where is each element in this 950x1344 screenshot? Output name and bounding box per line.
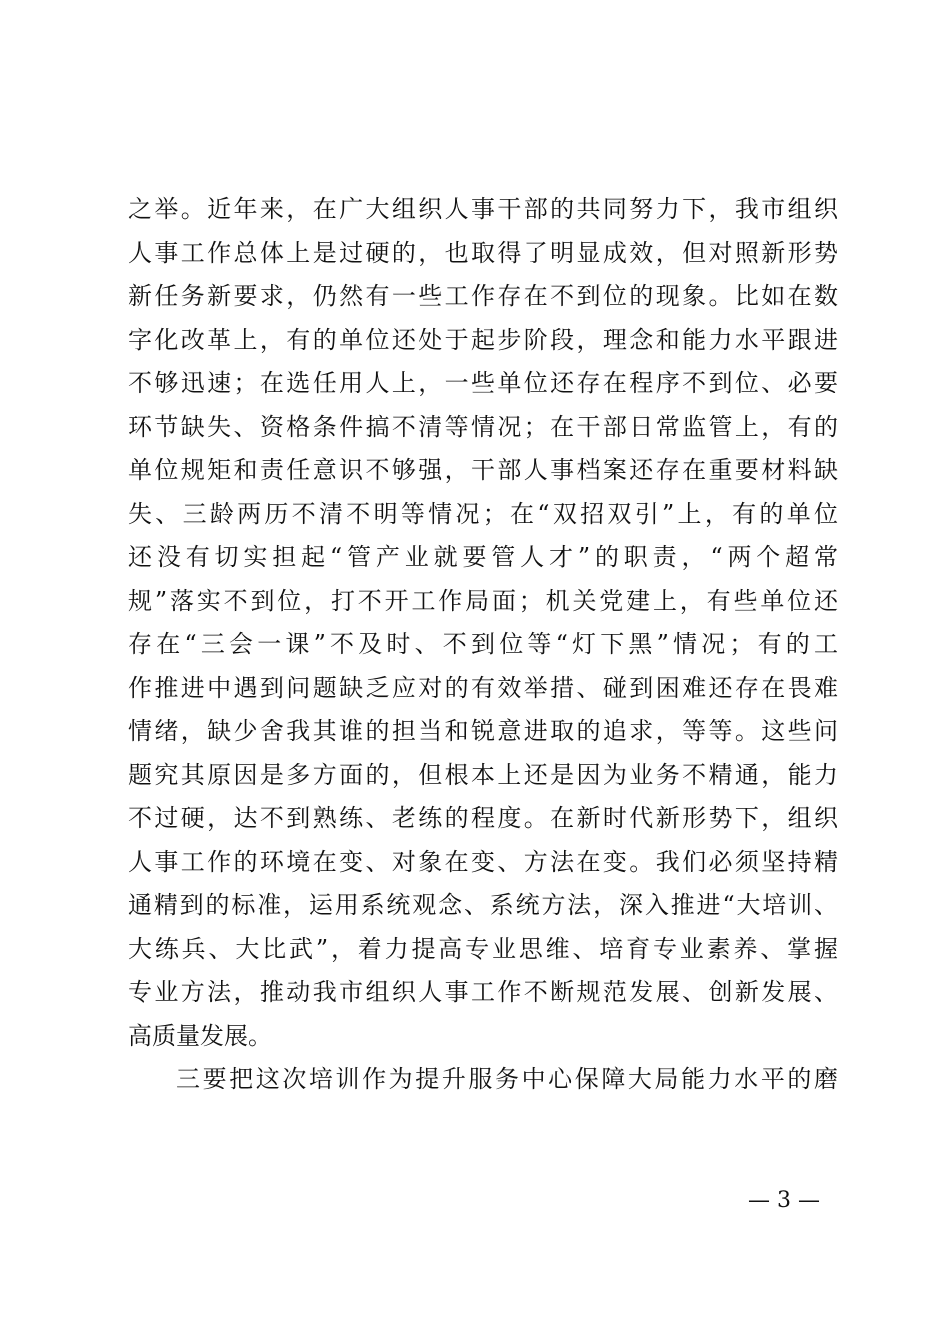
text-line: 高质量发展。 — [128, 1021, 272, 1050]
text-line: 通精到的标准，运用系统观念、系统方法，深入推进“大培训、 — [128, 891, 838, 919]
text-line: 之举。近年来，在广大组织人事干部的共同努力下，我市组织 — [128, 195, 838, 223]
text-line: 还没有切实担起“管产业就要管人才”的职责，“两个超常 — [128, 543, 838, 571]
text-line: 字化改革上，有的单位还处于起步阶段，理念和能力水平跟进 — [128, 325, 838, 354]
text-line: 人事工作总体上是过硬的，也取得了明显成效，但对照新形势 — [128, 238, 838, 267]
text-line: 新任务新要求，仍然有一些工作存在不到位的现象。比如在数 — [128, 282, 838, 310]
text-line: 单位规矩和责任意识不够强，干部人事档案还存在重要材料缺 — [128, 456, 838, 484]
text-line: 情绪，缺少舍我其谁的担当和锐意进取的追求，等等。这些问 — [128, 717, 838, 745]
text-line: 失、三龄两历不清不明等情况；在“双招双引”上，有的单位 — [128, 499, 838, 528]
paragraph-1 — [128, 188, 838, 1058]
text-line: 规”落实不到位，打不开工作局面；机关党建上，有些单位还 — [128, 586, 838, 615]
text-line: 三要把这次培训作为提升服务中心保障大局能力水平的磨 — [176, 1065, 838, 1093]
page-number: — 3 — — [748, 1188, 820, 1213]
text-line: 作推进中遇到问题缺乏应对的有效举措、碰到困难还存在畏难 — [128, 673, 838, 702]
text-line: 人事工作的环境在变、对象在变、方法在变。我们必须坚持精 — [128, 847, 838, 876]
text-line: 题究其原因是多方面的，但根本上还是因为业务不精通，能力 — [128, 760, 838, 789]
paragraph-2 — [128, 1058, 838, 1102]
text-line: 不过硬，达不到熟练、老练的程度。在新时代新形势下，组织 — [128, 804, 838, 832]
text-line: 环节缺失、资格条件搞不清等情况；在干部日常监管上，有的 — [128, 412, 838, 441]
text-line: 大练兵、大比武”，着力提高专业思维、培育专业素养、掌握 — [128, 934, 838, 963]
text-line: 专业方法，推动我市组织人事工作不断规范发展、创新发展、 — [128, 978, 838, 1006]
text-line: 不够迅速；在选任用人上，一些单位还存在程序不到位、必要 — [128, 369, 838, 397]
text-line: 存在“三会一课”不及时、不到位等“灯下黑”情况；有的工 — [128, 630, 838, 658]
body-text — [128, 188, 838, 1102]
